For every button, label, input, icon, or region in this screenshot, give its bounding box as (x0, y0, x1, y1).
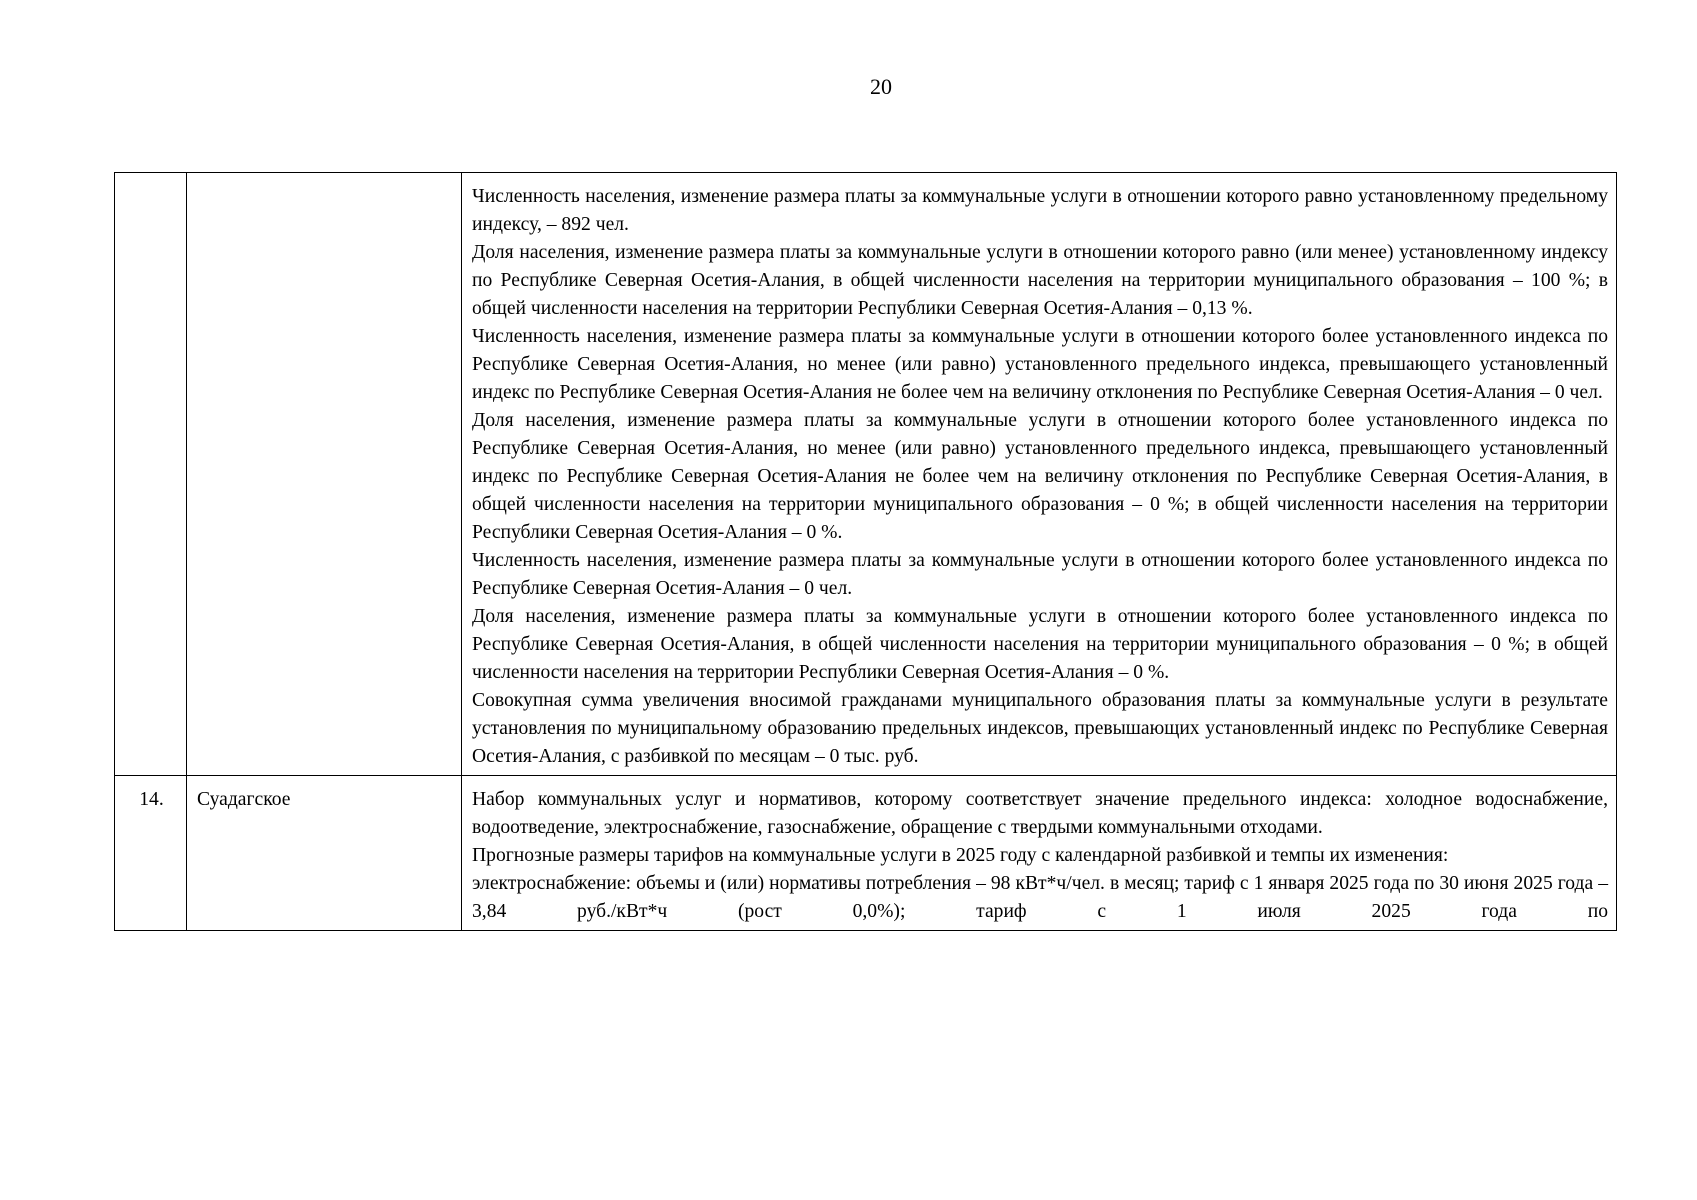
municipal-index-table (114, 172, 1617, 931)
paragraph: Прогнозные размеры тарифов на коммунальные услуги в 2025 году с календарной разбивкой и темпы их изменения: (472, 845, 1449, 866)
paragraph: Доля населения, изменение размера платы за коммунальные услуги в отношении которого более установленного индекса по Республике Северная Осетия-Алания, но менее (или равно) установленного предельного индекса, превышающего установленный индекс по Республике Северная Осетия-Алания не более чем на величину отклонения по Республике Северная Осетия-Алания, в общей численности населения на территории муниципального образования – 0 %; в общей численности населения на территории Республики Северная Осетия-Алания – 0 %. (472, 410, 1608, 543)
row-number-cell: 14. (115, 776, 187, 931)
paragraph: Доля населения, изменение размера платы за коммунальные услуги в отношении которого более установленного индекса по Республике Северная Осетия-Алания, в общей численности населения на территории муниципального образования – 0 %; в общей численности населения на территории Республики Северная Осетия-Алания – 0 %. (472, 606, 1608, 683)
table-row (115, 173, 1617, 776)
paragraph: Численность населения, изменение размера платы за коммунальные услуги в отношении которого более установленного индекса по Республике Северная Осетия-Алания, но менее (или равно) установленного предельного индекса, превышающего установленный индекс по Республике Северная Осетия-Алания не более чем на величину отклонения по Республике Северная Осетия-Алания – 0 чел. (472, 326, 1608, 403)
description-cell (462, 173, 1617, 776)
row-number-cell (115, 173, 187, 776)
table-row (115, 776, 1617, 931)
municipality-name-cell: Суадагское (187, 776, 462, 931)
paragraph: электроснабжение: объемы и (или) нормативы потребления – 98 кВт*ч/чел. в месяц; тариф с 1 января 2025 года по 30 июня 2025 года – 3,84 руб./кВт*ч (рост 0,0%); тариф с 1 июля 2025 года по (472, 873, 1608, 922)
paragraph: Численность населения, изменение размера платы за коммунальные услуги в отношении которого равно установленному предельному индексу, – 892 чел. (472, 186, 1608, 235)
paragraph: Совокупная сумма увеличения вносимой гражданами муниципального образования платы за коммунальные услуги в результате установления по муниципальному образованию предельных индексов, превышающих установленный индекс по Республике Северная Осетия-Алания, с разбивкой по месяцам – 0 тыс. руб. (472, 690, 1608, 767)
paragraph: Численность населения, изменение размера платы за коммунальные услуги в отношении которого более установленного индекса по Республике Северная Осетия-Алания – 0 чел. (472, 550, 1608, 599)
paragraph: Доля населения, изменение размера платы за коммунальные услуги в отношении которого равно (или менее) установленному индексу по Республике Северная Осетия-Алания, в общей численности населения на территории муниципального образования – 100 %; в общей численности населения на территории Республики Северная Осетия-Алания – 0,13 %. (472, 242, 1608, 319)
paragraph: Набор коммунальных услуг и нормативов, которому соответствует значение предельного индекса: холодное водоснабжение, водоотведение, электроснабжение, газоснабжение, обращение с твердыми коммунальными отходами. (472, 789, 1608, 838)
description-cell (462, 776, 1617, 931)
municipality-name-cell (187, 173, 462, 776)
page-number: 20 (870, 74, 892, 99)
